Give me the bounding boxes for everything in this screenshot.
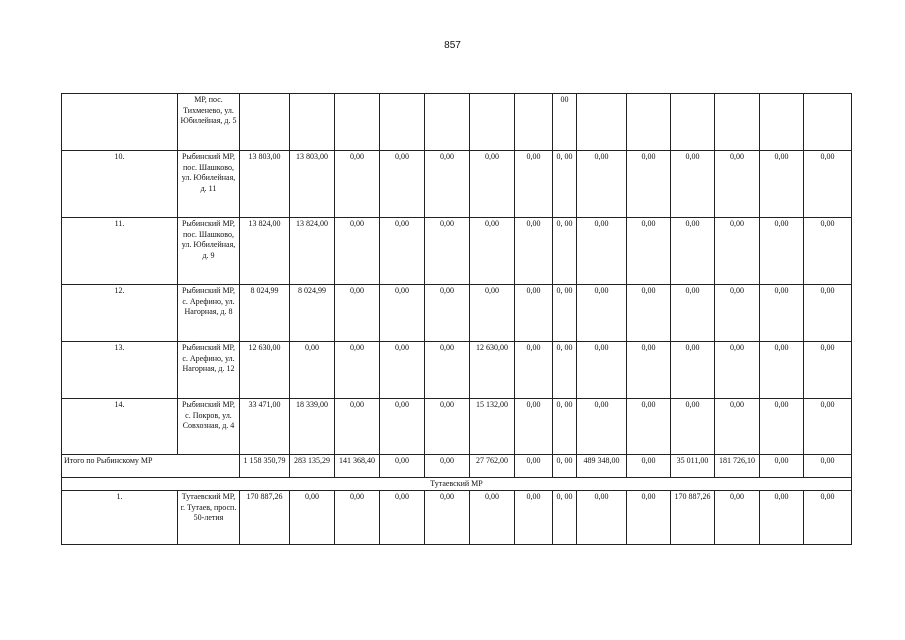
table-cell: 0,00: [627, 342, 671, 399]
table-cell: 1 158 350,79: [240, 455, 290, 478]
table-cell: 0,00: [335, 491, 380, 545]
table-cell: 0,00: [760, 491, 804, 545]
table-cell: 0,00: [804, 151, 852, 218]
table-cell: 0,00: [425, 455, 470, 478]
table-cell: 0,00: [335, 342, 380, 399]
row-number: 10.: [62, 151, 178, 218]
table-cell: 0,00: [715, 491, 760, 545]
row-number: 11.: [62, 218, 178, 285]
table-row: [62, 399, 852, 455]
table-cell: 12 630,00: [470, 342, 515, 399]
table-row: [62, 218, 852, 285]
table-row: [62, 151, 852, 218]
row-address: Рыбинский МР, пос. Шашково, ул. Юбилейная, д. 11: [178, 151, 240, 218]
row-address: Тутаевский МР, г. Тутаев, просп. 50-летия: [178, 491, 240, 545]
table-cell: 15 132,00: [470, 399, 515, 455]
table-cell: 0,00: [425, 218, 470, 285]
table-cell: 0,00: [425, 342, 470, 399]
table-cell: 0,00: [627, 285, 671, 342]
table-cell: [290, 94, 335, 151]
table-cell: [240, 94, 290, 151]
table-cell: 0,00: [760, 218, 804, 285]
section-header-row: [62, 478, 852, 491]
table-cell: 0,00: [760, 399, 804, 455]
table-cell: 0,00: [380, 285, 425, 342]
table-cell: 0,00: [380, 455, 425, 478]
table-cell: 0,00: [335, 399, 380, 455]
table-cell: 0,00: [577, 342, 627, 399]
table-cell: 0,00: [515, 218, 553, 285]
table-cell: 0,00: [804, 285, 852, 342]
table-cell: 0,00: [627, 399, 671, 455]
table-cell: 0,00: [380, 491, 425, 545]
table-cell: 0,00: [760, 151, 804, 218]
table-cell: [627, 94, 671, 151]
row-address: Рыбинский МР, с. Арефино, ул. Нагорная, д. 8: [178, 285, 240, 342]
table-cell: 170 887,26: [240, 491, 290, 545]
table-cell: 0,00: [470, 151, 515, 218]
row-address: Рыбинский МР, пос. Шашково, ул. Юбилейная, д. 9: [178, 218, 240, 285]
table-row: [62, 285, 852, 342]
row-address: Рыбинский МР, с. Покров, ул. Совхозная, д. 4: [178, 399, 240, 455]
table-cell: 8 024,99: [240, 285, 290, 342]
table-cell: 0, 00: [553, 218, 577, 285]
table-cell: 0,00: [627, 151, 671, 218]
table-cell: 0,00: [515, 151, 553, 218]
table-cell: 0,00: [577, 151, 627, 218]
table-cell: 283 135,29: [290, 455, 335, 478]
table-cell: 13 824,00: [240, 218, 290, 285]
table-cell: 0,00: [290, 342, 335, 399]
table-cell: 0,00: [470, 285, 515, 342]
table-cell: [715, 94, 760, 151]
table-cell: 0,00: [804, 399, 852, 455]
table-cell: 0,00: [577, 285, 627, 342]
table-cell: 0,00: [760, 285, 804, 342]
row-number: 14.: [62, 399, 178, 455]
total-row: [62, 455, 852, 478]
table-cell: 0,00: [715, 285, 760, 342]
table-cell: 0,00: [627, 491, 671, 545]
table-body: [62, 94, 852, 545]
table-cell: 0,00: [577, 218, 627, 285]
table-cell: 0,00: [671, 218, 715, 285]
table-cell: 0, 00: [553, 455, 577, 478]
table-cell: 0,00: [470, 491, 515, 545]
table-cell: 0,00: [804, 342, 852, 399]
table-cell: 0,00: [671, 399, 715, 455]
table-cell: 0,00: [715, 151, 760, 218]
table-cell: 0,00: [804, 455, 852, 478]
data-table: [61, 93, 852, 545]
table-cell: 0,00: [425, 399, 470, 455]
table-cell: 8 024,99: [290, 285, 335, 342]
table-cell: 0, 00: [553, 151, 577, 218]
table-cell: 0,00: [715, 218, 760, 285]
table-cell: 0,00: [335, 218, 380, 285]
table-row: [62, 94, 852, 151]
row-address: Рыбинский МР, с. Арефино, ул. Нагорная, д. 12: [178, 342, 240, 399]
table-cell: 0,00: [335, 151, 380, 218]
table-cell: [425, 94, 470, 151]
table-cell: [671, 94, 715, 151]
row-number: 12.: [62, 285, 178, 342]
table-cell: 0,00: [290, 491, 335, 545]
table-cell: 0,00: [515, 285, 553, 342]
table-cell: 0,00: [380, 218, 425, 285]
row-address: МР, пос. Тихменево, ул. Юбилейная, д. 5: [178, 94, 240, 151]
table-cell: 0,00: [715, 342, 760, 399]
table-cell: 0,00: [470, 218, 515, 285]
table-cell: 0,00: [577, 399, 627, 455]
table-cell: 0,00: [715, 399, 760, 455]
table-cell: [577, 94, 627, 151]
row-number: 13.: [62, 342, 178, 399]
table-cell: 181 726,10: [715, 455, 760, 478]
table-cell: [335, 94, 380, 151]
total-label: Итого по Рыбинскому МР: [62, 455, 240, 478]
section-header: Тутаевский МР: [62, 478, 852, 491]
table-cell: 18 339,00: [290, 399, 335, 455]
table-cell: 0,00: [671, 151, 715, 218]
table-cell: 0,00: [380, 151, 425, 218]
table-cell: 0, 00: [553, 342, 577, 399]
table-cell: [380, 94, 425, 151]
table-cell: 33 471,00: [240, 399, 290, 455]
table-cell: 13 824,00: [290, 218, 335, 285]
table-cell: 0,00: [577, 491, 627, 545]
table-row: [62, 491, 852, 545]
table-cell: 0, 00: [553, 491, 577, 545]
table-cell: [760, 94, 804, 151]
table-cell: 0,00: [760, 455, 804, 478]
table-row: [62, 342, 852, 399]
table-cell: 0,00: [515, 491, 553, 545]
table-cell: 0,00: [515, 399, 553, 455]
table-cell: 170 887,26: [671, 491, 715, 545]
table-cell: [804, 94, 852, 151]
row-number: 1.: [62, 491, 178, 545]
table-cell: 00: [553, 94, 577, 151]
table-cell: 12 630,00: [240, 342, 290, 399]
table-cell: 0,00: [627, 218, 671, 285]
table-cell: 0,00: [804, 218, 852, 285]
table-cell: 0,00: [380, 342, 425, 399]
table-cell: 0,00: [335, 285, 380, 342]
row-number: [62, 94, 178, 151]
table-cell: 0,00: [671, 285, 715, 342]
table-cell: 0,00: [425, 491, 470, 545]
table-cell: 27 762,00: [470, 455, 515, 478]
table-cell: 0, 00: [553, 399, 577, 455]
table-cell: 141 368,40: [335, 455, 380, 478]
table-cell: [515, 94, 553, 151]
table-cell: 0,00: [627, 455, 671, 478]
table-cell: 0,00: [760, 342, 804, 399]
table-cell: 0,00: [380, 399, 425, 455]
table-cell: 0,00: [671, 342, 715, 399]
table-cell: 0, 00: [553, 285, 577, 342]
table-cell: 0,00: [425, 151, 470, 218]
table-cell: 13 803,00: [240, 151, 290, 218]
table-cell: 0,00: [515, 342, 553, 399]
table-cell: 489 348,00: [577, 455, 627, 478]
table-cell: [470, 94, 515, 151]
table-cell: 35 011,00: [671, 455, 715, 478]
table-cell: 0,00: [804, 491, 852, 545]
table-cell: 0,00: [425, 285, 470, 342]
table-cell: 13 803,00: [290, 151, 335, 218]
page-number: 857: [444, 40, 461, 51]
table-cell: 0,00: [515, 455, 553, 478]
